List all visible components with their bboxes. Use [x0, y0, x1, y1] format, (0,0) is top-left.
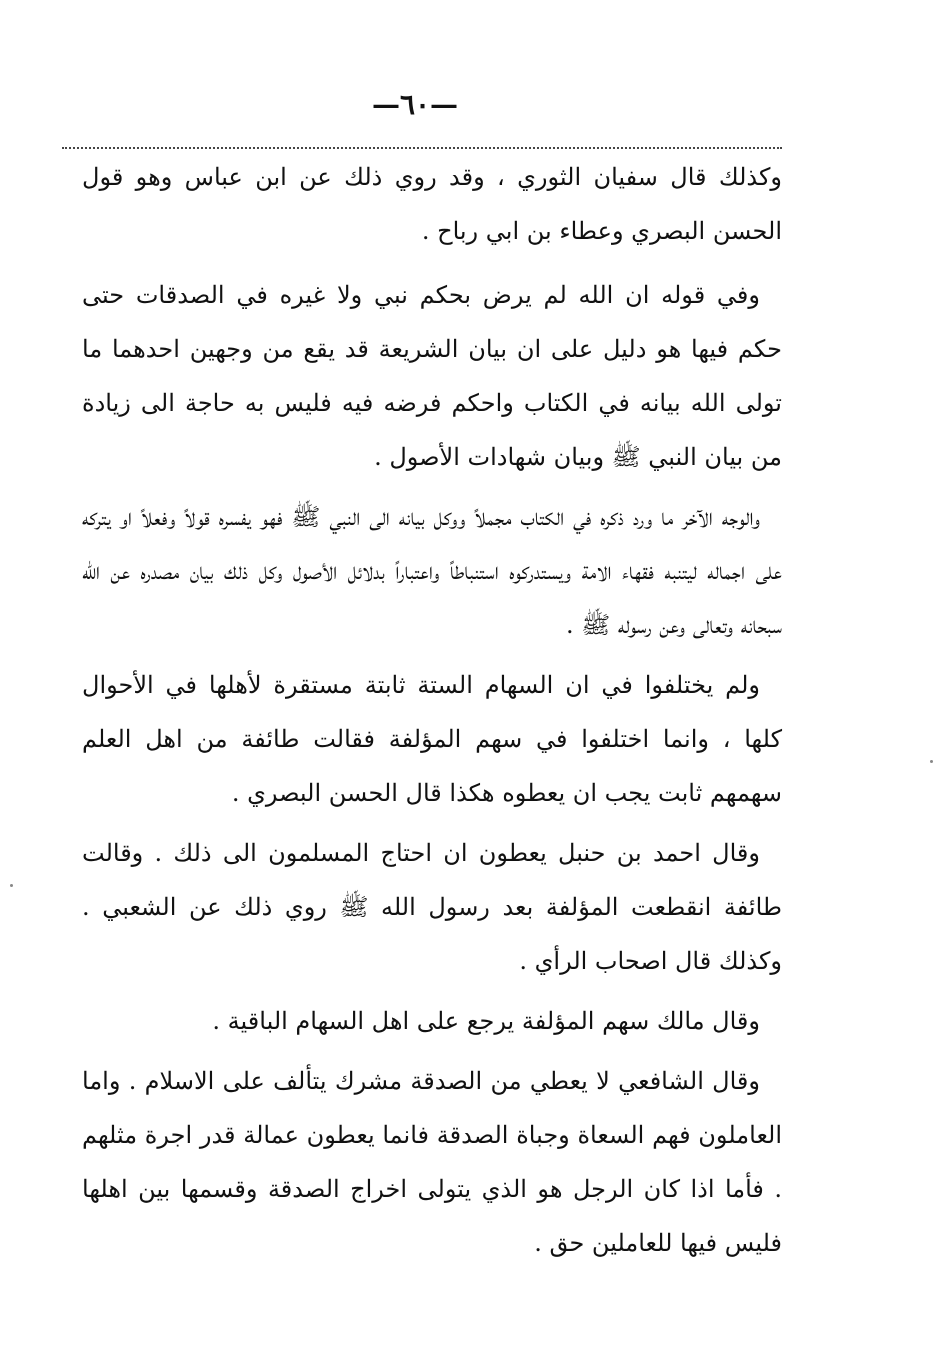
paragraph-7: وقال الشافعي لا يعطي من الصدقة مشرك يتألف على الاسلام . واما العاملون فهم السعاة وجباة الصدقة فانما يعطون عمالة قدر اجرة مثلهم . فأما اذا كان الرجل هو الذي يتولى اخراج الصدقة وقسمها بين اهلها فليس فيها للعاملين حق . [82, 1067, 782, 1257]
margin-speck [930, 760, 933, 763]
header-divider [62, 147, 782, 149]
paragraph-2: وفي قوله ان الله لم يرض بحكم نبي ولا غيره في الصدقات حتى حكم فيها هو دليل على ان بيان الشريعة قد يقع من وجهين احدهما ما تولى الله بيانه في الكتاب واحكم فرضه فيه فليس به حاجة الى زيادة من بيان النبي ﷺ وبيان شهادات الأصول . [82, 281, 782, 471]
paragraph-4: ولم يختلفوا في ان السهام الستة ثابتة مستقرة لأهلها في الأحوال كلها ، وانما اختلفوا في سهم المؤلفة فقالت طائفة من اهل العلم سهمهم ثابت يجب ان يعطوه هكذا قال الحسن البصري . [82, 671, 782, 807]
body-text [82, 150, 782, 1276]
margin-speck [10, 884, 13, 887]
paragraph-1: وكذلك قال سفيان الثوري ، وقد روي ذلك عن ابن عباس وهو قول الحسن البصري وعطاء بن ابي رباح . [82, 163, 782, 245]
paragraph-5: وقال احمد بن حنبل يعطون ان احتاج المسلمون الى ذلك . وقالت طائفة انقطعت المؤلفة بعد رسول الله ﷺ روي ذلك عن الشعبي . وكذلك قال اصحاب الرأي . [82, 839, 782, 975]
paragraph-3: والوجه الآخر ما ورد ذكره في الكتاب مجملاً ووكل بيانه الى النبي ﷺ فهو يفسره قولاً وفعلاً او يتركه على اجماله ليتنبه فقهاء الامة ويستدركوه استنباطاً واعتباراً بدلائل الأصول وكل ذلك بيان مصدره عن الله سبحانه وتعالى وعن رسوله ﷺ . [82, 503, 782, 639]
paragraph-6: وقال مالك سهم المؤلفة يرجع على اهل السهام الباقية . [212, 1007, 760, 1035]
page-number: —٦٠— [371, 88, 459, 121]
